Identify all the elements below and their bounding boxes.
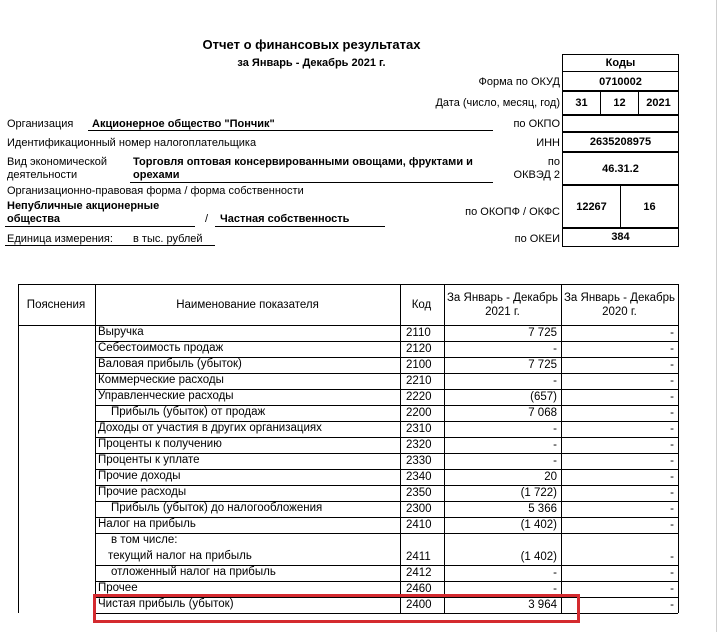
okei-value: 384	[562, 227, 679, 247]
table-rule	[444, 284, 445, 613]
codes-header: Коды	[562, 54, 679, 72]
legal-form-separator: /	[205, 213, 209, 225]
row-previous-value: -	[670, 567, 674, 579]
row-code: 2200	[406, 407, 432, 419]
okud-value: 0710002	[562, 71, 679, 92]
legal-form-label: Организационно-правовая форма / форма собственности	[7, 185, 304, 197]
activity-label-1: Вид экономической	[7, 156, 108, 168]
header-notes: Пояснения	[26, 299, 86, 311]
row-code: 2220	[406, 391, 432, 403]
row-previous-value: -	[670, 583, 674, 595]
row-previous-value: -	[670, 359, 674, 371]
okud-label: Форма по ОКУД	[478, 76, 560, 88]
table-rule	[400, 284, 401, 613]
row-code: 2410	[406, 519, 432, 531]
org-label: Организация	[7, 118, 74, 130]
row-name: Выручка	[98, 326, 144, 338]
org-underline	[88, 116, 493, 131]
header-name: Наименование показателя	[176, 299, 319, 311]
date-month: 12	[600, 90, 639, 116]
row-current-value: (1 722)	[520, 487, 557, 499]
row-code: 2210	[406, 375, 432, 387]
report-period: за Январь - Декабрь 2021 г.	[237, 57, 386, 69]
unit-underline	[5, 230, 215, 246]
row-current-value: -	[553, 423, 557, 435]
row-current-value: -	[553, 375, 557, 387]
okfs-value: 16	[620, 184, 679, 229]
row-name: Прибыль (убыток) от продаж	[111, 406, 266, 418]
okei-label: по ОКЕИ	[514, 233, 560, 245]
row-name: Себестоимость продаж	[98, 342, 224, 354]
row-current-value: 3 964	[528, 599, 557, 611]
legal-form-value-2: общества	[7, 213, 61, 225]
row-current-value: -	[553, 567, 557, 579]
okved-label-1: по	[547, 156, 560, 168]
table-rule	[18, 284, 19, 613]
row-name: Прочие доходы	[98, 470, 181, 482]
okpo-label: по ОКПО	[513, 118, 560, 130]
row-current-value: 20	[544, 471, 557, 483]
unit-label: Единица измерения:	[7, 233, 113, 245]
row-code: 2300	[406, 503, 432, 515]
okopf-label: по ОКОПФ / ОКФС	[465, 206, 560, 218]
row-name: Проценты к уплате	[98, 454, 200, 466]
date-label: Дата (число, месяц, год)	[435, 97, 560, 109]
okved-label-2: ОКВЭД 2	[513, 169, 560, 181]
activity-value-1: Торговля оптовая консервированными овощами, фруктами и	[133, 156, 473, 168]
row-name: Управленческие расходы	[98, 390, 234, 402]
row-code: 2340	[406, 471, 432, 483]
row-code: 2330	[406, 455, 432, 467]
legal-form-underline	[5, 213, 195, 227]
header-previous-1: За Январь - Декабрь	[563, 292, 675, 304]
header-code: Код	[411, 299, 432, 311]
okved-value: 46.31.2	[562, 151, 679, 186]
table-rule	[95, 284, 96, 613]
table-rule	[95, 581, 678, 582]
activity-underline	[130, 168, 493, 183]
report-title: Отчет о финансовых результатах	[202, 37, 421, 52]
row-name: отложенный налог на прибыль	[111, 566, 276, 578]
row-current-value: (1 402)	[520, 551, 557, 563]
table-rule	[561, 284, 562, 613]
row-current-value: -	[553, 439, 557, 451]
table-rule	[95, 533, 678, 534]
row-name: Прочее	[98, 582, 138, 594]
row-name: Чистая прибыль (убыток)	[98, 598, 234, 610]
row-code: 2350	[406, 487, 432, 499]
table-rule	[18, 284, 678, 285]
inn-description: Идентификационный номер налогоплательщика	[7, 137, 257, 149]
header-previous-2: 2020 г.	[602, 306, 637, 318]
activity-value-2: орехами	[133, 169, 180, 181]
row-code: 2120	[406, 343, 432, 355]
row-code: 2411	[406, 551, 431, 563]
row-code: 2320	[406, 439, 432, 451]
row-code: 2412	[406, 567, 432, 579]
row-current-value: 7 725	[528, 327, 557, 339]
row-previous-value: -	[670, 503, 674, 515]
row-previous-value: -	[670, 343, 674, 355]
row-current-value: -	[553, 455, 557, 467]
table-rule	[95, 469, 678, 470]
unit-value: в тыс. рублей	[133, 233, 203, 245]
row-previous-value: -	[670, 471, 674, 483]
row-name: Доходы от участия в других организациях	[98, 422, 322, 434]
row-name: Прочие расходы	[98, 486, 187, 498]
row-previous-value: -	[670, 455, 674, 467]
row-previous-value: -	[670, 551, 674, 563]
row-previous-value: -	[670, 439, 674, 451]
row-previous-value: -	[670, 519, 674, 531]
row-previous-value: -	[670, 327, 674, 339]
row-current-value: 5 366	[528, 503, 557, 515]
row-name: Налог на прибыль	[98, 518, 196, 530]
legal-form-value-1: Непубличные акционерные	[7, 200, 160, 212]
row-current-value: -	[553, 583, 557, 595]
row-previous-value: -	[670, 487, 674, 499]
row-current-value: (657)	[530, 391, 557, 403]
row-previous-value: -	[670, 375, 674, 387]
row-code: 2310	[406, 423, 432, 435]
header-current-2: 2021 г.	[485, 306, 520, 318]
row-current-value: 7 725	[528, 359, 557, 371]
ownership-underline	[215, 213, 385, 227]
row-code: 2400	[406, 599, 432, 611]
inn-value: 2635208975	[562, 131, 679, 153]
row-current-value: (1 402)	[520, 519, 557, 531]
row-name: Валовая прибыль (убыток)	[98, 358, 242, 370]
org-name: Акционерное общество "Пончик"	[92, 118, 275, 130]
inn-label: ИНН	[536, 137, 560, 149]
row-previous-value: -	[670, 599, 674, 611]
row-code: 2110	[406, 327, 431, 339]
table-rule	[678, 284, 679, 613]
row-name: Коммерческие расходы	[98, 374, 224, 386]
row-previous-value: -	[670, 391, 674, 403]
net-profit-highlight	[93, 594, 580, 623]
row-name: в том числе:	[111, 534, 178, 546]
row-name: Проценты к получению	[98, 438, 222, 450]
row-current-value: -	[553, 343, 557, 355]
row-previous-value: -	[670, 423, 674, 435]
row-name: Прибыль (убыток) до налогообложения	[111, 502, 323, 514]
row-previous-value: -	[670, 407, 674, 419]
date-day: 31	[562, 90, 601, 116]
ownership-value: Частная собственность	[220, 213, 350, 225]
page-edge	[716, 0, 717, 632]
okopf-value: 12267	[562, 184, 621, 229]
activity-label-2: деятельности	[7, 169, 78, 181]
row-current-value: 7 068	[528, 407, 557, 419]
date-year: 2021	[638, 90, 679, 116]
header-current-1: За Январь - Декабрь	[446, 292, 558, 304]
row-name-secondary: текущий налог на прибыль	[108, 550, 252, 562]
row-code: 2460	[406, 583, 432, 595]
row-code: 2100	[406, 359, 432, 371]
